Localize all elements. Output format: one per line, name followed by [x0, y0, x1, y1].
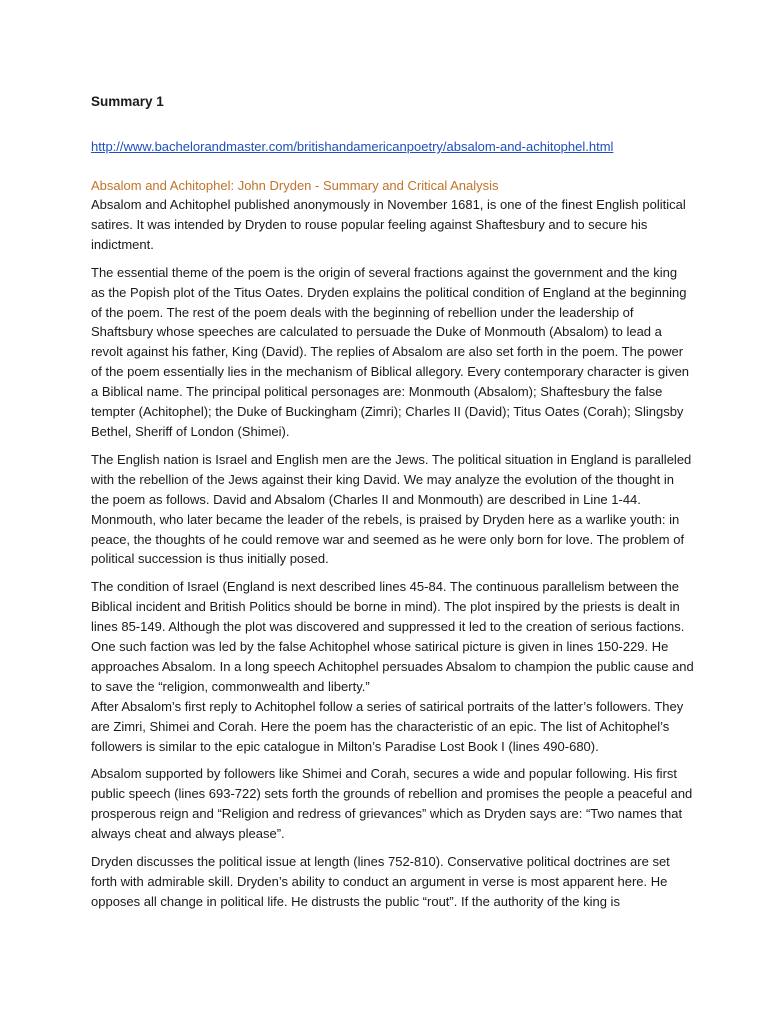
- paragraph-absalom-support: Absalom supported by followers like Shimei and Corah, secures a wide and popular following. His first public speech (lines 693-722) sets forth the grounds of rebellion and promises the people a peaceful and prosperous reign and “Religion and redress of grievances” which as Dryden says are: “Two names that always cheat and always please”.: [91, 766, 693, 842]
- paragraph-theme: The essential theme of the poem is the origin of several fractions against the government and the king as the Popish plot of the Titus Oates. Dryden explains the political condition of England at the beginning of the poem. The rest of the poem deals with the beginning of rebellion under the leadership of Shaftsbury whose speeches are calculated to persuade the Duke of Monmouth (Absalom) to lead a revolt against his father, King (David). The replies of Absalom are also set forth in the poem. The power of the poem essentially lies in the mechanism of Biblical allegory. Every contemporary character is given a Biblical name. The principal political personages are: Monmouth (Absalom); Shaftesbury the false tempter (Achitophel); the Duke of Buckingham (Zimri); Charles II (David); Titus Oates (Corah); Slingsby Bethel, Sheriff of London (Shimei).: [91, 264, 690, 439]
- article-title: Absalom and Achitophel: John Dryden - Summary and Critical Analysis: [91, 178, 499, 193]
- paragraph-intro: Absalom and Achitophel published anonymously in November 1681, is one of the finest English political satires. It was intended by Dryden to rouse popular feeling against Shaftesbury and to secure his indictment.: [91, 197, 686, 252]
- paragraph-condition-of-israel: The condition of Israel (England is next described lines 45-84. The continuous parallelism between the Biblical incident and British Politics should be borne in mind). The plot inspired by the priests is dealt in lines 85-149. Although the plot was discovered and suppressed it led to the creation of serious factions. One such faction was led by the false Achitophel whose satirical picture is given in lines 150-229. He approaches Absalom. In a long speech Achitophel persuades Absalom to champion the public cause and to save the “religion, commonwealth and liberty.”: [91, 579, 694, 694]
- paragraph-followers: After Absalom’s first reply to Achitophel follow a series of satirical portraits of the latter’s followers. They are Zimri, Shimei and Corah. Here the poem has the characteristic of an epic. The list of Achitophel’s followers is similar to the epic catalogue in Milton’s Paradise Lost Book I (lines 490-680).: [91, 698, 684, 754]
- paragraph-political-issue: Dryden discusses the political issue at length (lines 752-810). Conservative political doctrines are set forth with admirable skill. Dryden’s ability to conduct an argument in verse is most apparent here. He opposes all change in political life. He distrusts the public “rout”. If the authority of the king is: [91, 854, 670, 909]
- paragraph-english-nation: The English nation is Israel and English men are the Jews. The political situation in England is paralleled with the rebellion of the Jews against their king David. We may analyze the evolution of the thought in the poem as follows. David and Absalom (Charles II and Monmouth) are described in Line 1-44. Monmouth, who later became the leader of the rebels, is praised by Dryden here as a warlike youth: in peace, the thoughts of he could remove war and seemed as he were only born for love. The problem of political succession is thus initially posed.: [91, 451, 692, 567]
- source-link[interactable]: http://www.bachelorandmaster.com/britishandamericanpoetry/absalom-and-achitophel.html: [91, 139, 614, 154]
- summary-heading: Summary 1: [91, 94, 164, 109]
